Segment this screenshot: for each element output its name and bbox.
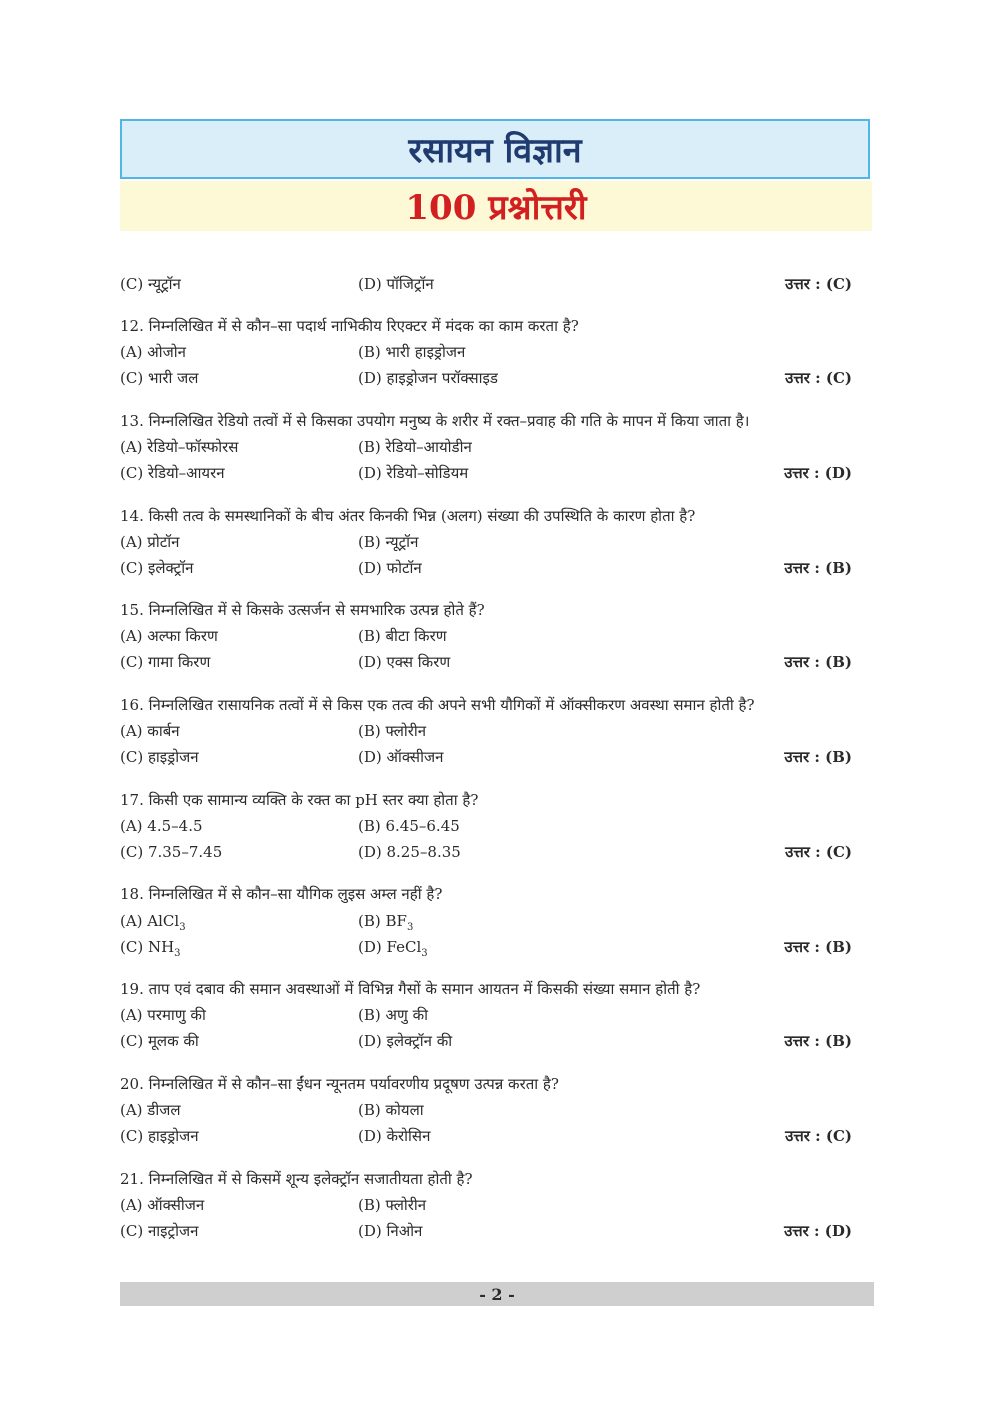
options-row-cd xyxy=(120,650,852,674)
option-d: (D) हाइड्रोजन परॉक्साइड xyxy=(358,369,498,387)
option-a: (A) परमाणु की xyxy=(120,1006,206,1024)
option-b: (B) न्यूट्रॉन xyxy=(358,533,419,551)
option-d: (D) FeCl$_3$ xyxy=(358,938,428,959)
options-row-cd xyxy=(120,1029,852,1053)
option-d: (D) निओन xyxy=(358,1222,423,1240)
title-banner xyxy=(120,119,870,179)
options-row-ab xyxy=(120,435,852,459)
option-c: (C) 7.35–7.45 xyxy=(120,843,223,861)
option-d: (D) फोटॉन xyxy=(358,559,422,577)
options-row-cd xyxy=(120,1124,852,1148)
option-a: (A) रेडियो–फॉस्फोरस xyxy=(120,438,239,456)
option-c: (C) हाइड्रोजन xyxy=(120,1127,199,1145)
option-b: (B) 6.45–6.45 xyxy=(358,817,460,835)
question-16: 16. निम्नलिखित रासायनिक तत्वों में से किस एक तत्व की अपने सभी यौगिकों में ऑक्सीकरण अवस्था समान होती है? xyxy=(120,696,755,714)
option-b: (B) फ्लोरीन xyxy=(358,1196,427,1214)
answer: उत्तर : (B) xyxy=(784,559,852,577)
options-row-cd xyxy=(120,366,852,390)
subtitle-banner xyxy=(120,181,872,231)
option-d: (D) इलेक्ट्रॉन की xyxy=(358,1032,453,1050)
option-b: (B) अणु की xyxy=(358,1006,428,1024)
option-b: (B) फ्लोरीन xyxy=(358,722,427,740)
option-b: (B) $BF_3$ xyxy=(358,912,414,933)
options-row-cd xyxy=(120,556,852,580)
option-a: (A) कार्बन xyxy=(120,722,180,740)
option-d: (D) ऑक्सीजन xyxy=(358,748,444,766)
answer: उत्तर : (B) xyxy=(784,1032,852,1050)
option-b: (B) भारी हाइड्रोजन xyxy=(358,343,466,361)
question-12: 12. निम्नलिखित में से कौन–सा पदार्थ नाभिकीय रिएक्टर में मंदक का काम करता है? xyxy=(120,317,579,335)
options-row-ab xyxy=(120,1193,852,1217)
option-a: (A) डीजल xyxy=(120,1101,181,1119)
answer: उत्तर : (B) xyxy=(784,748,852,766)
question-19: 19. ताप एवं दबाव की समान अवस्थाओं में विभिन्न गैसों के समान आयतन में किसकी संख्या समान होती है? xyxy=(120,980,701,998)
answer: उत्तर : (B) xyxy=(784,938,852,956)
options-row-cd xyxy=(120,745,852,769)
options-row-cd xyxy=(120,461,852,485)
options-row-cd xyxy=(120,1219,852,1243)
question-15: 15. निम्नलिखित में से किसके उत्सर्जन से समभारिक उत्पन्न होते हैं? xyxy=(120,601,485,619)
question-17: 17. किसी एक सामान्य व्यक्ति के रक्त का pH स्तर क्या होता है? xyxy=(120,791,479,809)
option-a: (A) AlCl$_3$ xyxy=(120,912,186,933)
answer: उत्तर : (B) xyxy=(784,653,852,671)
options-row-ab xyxy=(120,1098,852,1122)
options-row-ab xyxy=(120,340,852,364)
answer: उत्तर : (C) xyxy=(785,1127,852,1145)
option-a: (A) प्रोटॉन xyxy=(120,533,180,551)
options-row-ab xyxy=(120,1003,852,1027)
page-title: रसायन विज्ञान xyxy=(408,131,582,171)
answer: उत्तर : (C) xyxy=(785,843,852,861)
options-row-cd xyxy=(120,935,852,959)
page-subtitle: 100 प्रश्नोत्तरी xyxy=(405,188,587,228)
option-c: (C) न्यूट्रॉन xyxy=(120,275,181,293)
option-d: (D) 8.25–8.35 xyxy=(358,843,461,861)
option-c: (C) इलेक्ट्रॉन xyxy=(120,559,194,577)
option-d: (D) पॉजिट्रॉन xyxy=(358,275,434,293)
question-13: 13. निम्नलिखित रेडियो तत्वों में से किसका उपयोग मनुष्य के शरीर में रक्त–प्रवाह की गति के मापन में किया जाता है। xyxy=(120,412,750,430)
option-a: (A) अल्फा किरण xyxy=(120,627,218,645)
options-row-ab xyxy=(120,814,852,838)
options-row-ab xyxy=(120,719,852,743)
page-number: - 2 - xyxy=(479,1284,515,1304)
option-a: (A) ऑक्सीजन xyxy=(120,1196,205,1214)
question-21: 21. निम्नलिखित में से किसमें शून्य इलेक्ट्रॉन सजातीयता होती है? xyxy=(120,1170,473,1188)
option-c: (C) मूलक की xyxy=(120,1032,199,1050)
option-c: (C) गामा किरण xyxy=(120,653,211,671)
answer: उत्तर : (C) xyxy=(785,275,852,293)
option-c: (C) भारी जल xyxy=(120,369,199,387)
options-row-ab xyxy=(120,530,852,554)
option-c: (C) $NH_3$ xyxy=(120,938,181,959)
option-b: (B) बीटा किरण xyxy=(358,627,447,645)
footer-bar xyxy=(120,1282,874,1306)
option-b: (B) कोयला xyxy=(358,1101,424,1119)
answer: उत्तर : (D) xyxy=(784,1222,852,1240)
option-d: (D) केरोसिन xyxy=(358,1127,431,1145)
option-c: (C) हाइड्रोजन xyxy=(120,748,199,766)
options-row-cd xyxy=(120,840,852,864)
question-14: 14. किसी तत्व के समस्थानिकों के बीच अंतर किनकी भिन्न (अलग) संख्या की उपस्थिति के कारण होता है? xyxy=(120,507,696,525)
option-b: (B) रेडियो–आयोडीन xyxy=(358,438,472,456)
option-d: (D) एक्स किरण xyxy=(358,653,451,671)
option-c: (C) रेडियो–आयरन xyxy=(120,464,225,482)
options-row-ab xyxy=(120,624,852,648)
question-20: 20. निम्नलिखित में से कौन–सा ईंधन न्यूनतम पर्यावरणीय प्रदूषण उत्पन्न करता है? xyxy=(120,1075,559,1093)
carryover-options-row xyxy=(120,272,852,296)
option-d: (D) रेडियो–सोडियम xyxy=(358,464,469,482)
options-row-ab xyxy=(120,909,852,933)
answer: उत्तर : (C) xyxy=(785,369,852,387)
option-c: (C) नाइट्रोजन xyxy=(120,1222,199,1240)
question-18: 18. निम्नलिखित में से कौन–सा यौगिक लुइस अम्ल नहीं है? xyxy=(120,885,443,903)
option-a: (A) 4.5–4.5 xyxy=(120,817,203,835)
answer: उत्तर : (D) xyxy=(784,464,852,482)
option-a: (A) ओजोन xyxy=(120,343,186,361)
